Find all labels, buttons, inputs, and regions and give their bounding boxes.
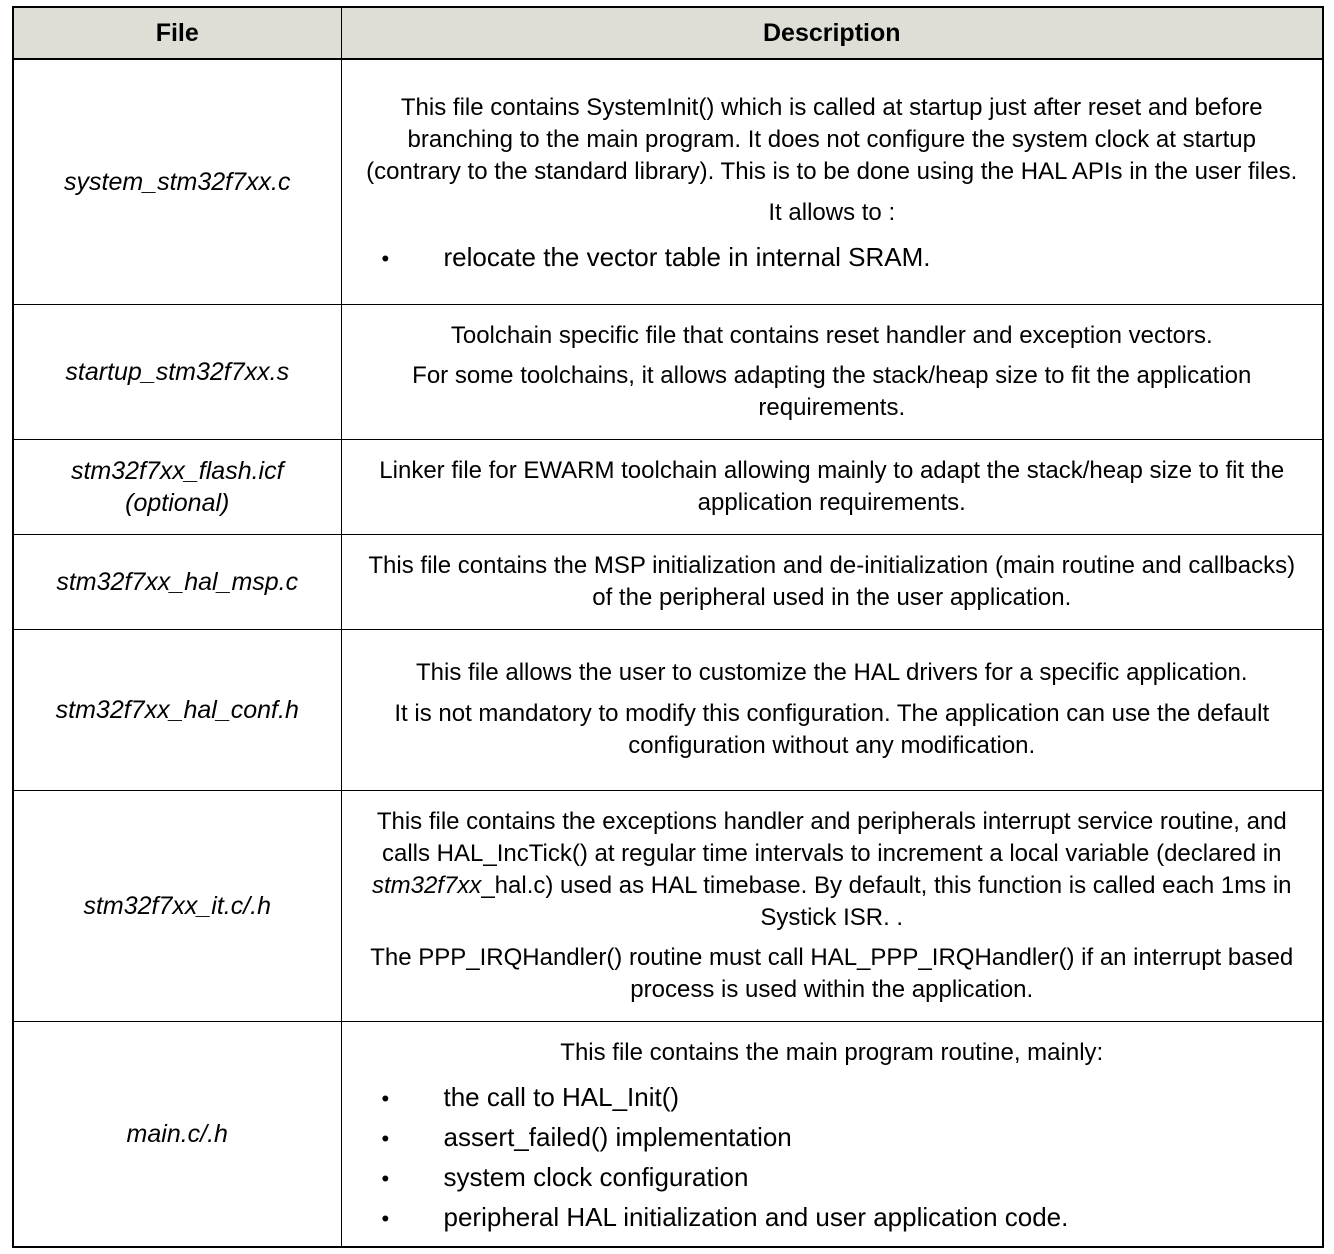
description-cell [341,629,1323,790]
bullet-text: relocate the vector table in internal SRAM. [443,241,931,272]
bullet-text: system clock configuration [443,1161,749,1192]
paragraph-segment: This file contains the exceptions handler and peripherals interrupt service routine, and calls HAL_IncTick() at regular time intervals to increment a local variable (declared in [376,807,1287,867]
bullet-icon: • [381,1086,390,1112]
bullet-icon: • [381,1165,390,1191]
description-cell [341,440,1323,535]
table-row [13,629,1323,790]
table-row [13,304,1323,440]
description-paragraph: The PPP_IRQHandler() routine must call HAL_PPP_IRQHandler() if an interrupt based process is used within the application. [370,944,1294,1004]
header-row [13,7,1323,59]
list-item [366,1081,1307,1115]
bullet-text: assert_failed() implementation [443,1121,792,1152]
description-cell [341,304,1323,440]
file-name: stm32f7xx_it.c/.h [13,790,341,1021]
table-row [13,440,1323,535]
description-paragraph: For some toolchains, it allows adapting the stack/heap size to fit the application requirements. [412,362,1252,422]
table-row [13,59,1323,304]
description-paragraph: Linker file for EWARM toolchain allowing mainly to adapt the stack/heap size to fit the application requirements. [379,457,1285,517]
file-name: startup_stm32f7xx.s [13,304,341,440]
list-item [366,1121,1307,1155]
list-item [366,1161,1307,1195]
description-paragraph [364,806,1301,934]
file-description-table [12,6,1324,1248]
file-name: stm32f7xx_hal_msp.c [13,535,341,630]
header-cell-description: Description [341,7,1323,59]
bullet-text: the call to HAL_Init() [443,1082,680,1113]
bullet-text: peripheral HAL initialization and user application code. [443,1201,1069,1232]
paragraph-segment: _hal.c) used as HAL timebase. By default, this function is called each 1ms in Systick ISR. . [481,871,1292,931]
table-header [13,7,1323,59]
list-item [366,241,1307,275]
list-item [366,1201,1307,1235]
file-name-line: (optional) [125,489,230,518]
table-row [13,790,1323,1021]
description-paragraph: This file contains the MSP initialization and de-initialization (main routine and callbacks) of the peripheral used in the user application. [368,552,1296,611]
description-cell [341,59,1323,304]
description-paragraph: This file contains the main program routine, mainly: [560,1039,1104,1067]
description-paragraph: This file allows the user to customize the HAL drivers for a specific application. [416,659,1248,687]
bullet-list [358,1081,1307,1234]
bullet-icon: • [381,1125,390,1151]
file-name-line: stm32f7xx_flash.icf [70,456,284,485]
table-row [13,535,1323,630]
description-paragraph: It allows to : [768,198,896,226]
description-paragraph: It is not mandatory to modify this configuration. The application can use the default configuration without any modification. [394,700,1270,760]
description-cell [341,790,1323,1021]
description-paragraph: This file contains SystemInit() which is called at startup just after reset and before branching to the main program. It does not configure the system clock at startup (contrary to the standard library). This is to be done using the HAL APIs in the user files. [366,94,1298,185]
bullet-icon: • [381,245,390,271]
description-paragraph: Toolchain specific file that contains reset handler and exception vectors. [450,321,1213,349]
file-name: main.c/.h [13,1022,341,1248]
bullet-list [358,241,1307,275]
bullet-icon: • [381,1205,390,1231]
file-name [13,440,341,535]
paragraph-segment-italic: stm32f7xx [371,871,482,899]
file-name: system_stm32f7xx.c [13,59,341,304]
file-name: stm32f7xx_hal_conf.h [13,629,341,790]
description-cell [341,535,1323,630]
header-cell-file: File [13,7,341,59]
